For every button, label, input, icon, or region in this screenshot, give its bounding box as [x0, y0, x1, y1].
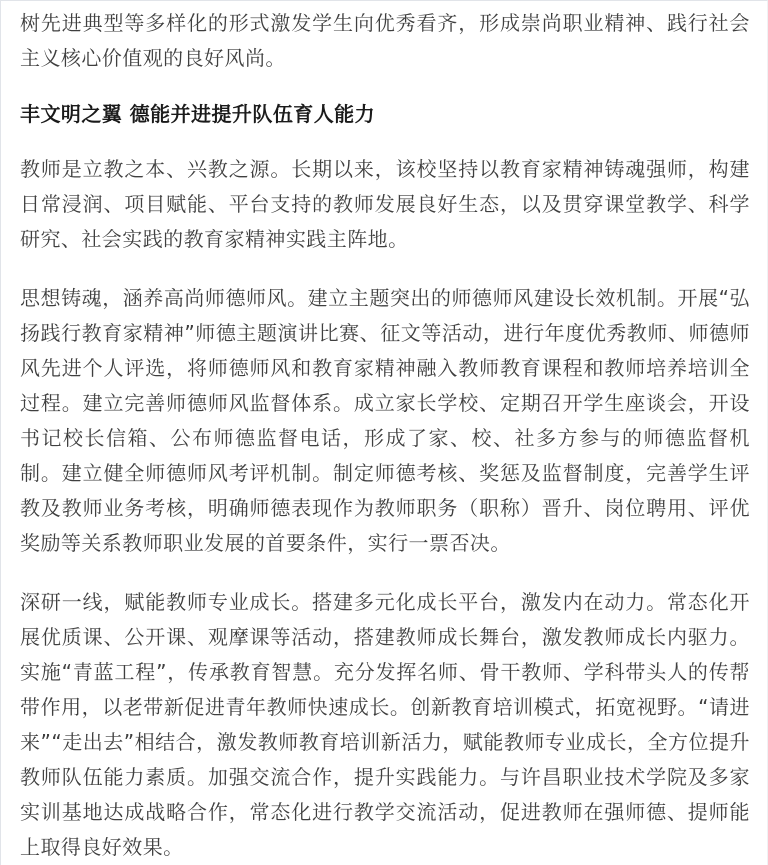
paragraph-teachers-foundation: 教师是立教之本、兴教之源。长期以来，该校坚持以教育家精神铸魂强师，构建日常浸润、项目赋能、平台支持的教师发展良好生态，以及贯穿课堂教学、科学研究、社会实践的教育家精神实践主阵地。 — [20, 157, 750, 251]
paragraph-professional-growth: 深研一线，赋能教师专业成长。搭建多元化成长平台，激发内在动力。常态化开展优质课、公开课、观摩课等活动，搭建教师成长舞台，激发教师成长内驱力。实施“青蓝工程”，传承教育智慧。充分发挥名师、骨干教师、学科带头人的传帮带作用，以老带新促进青年教师快速成长。创新教育培训模式，拓宽视野。“请进来”“走出去”相结合，激发教师教育培训新活力，赋能教师专业成长，全方位提升教师队伍能力素质。加强交流合作，提升实践能力。与许昌职业技术学院及多家实训基地达成战略合作，常态化进行教学交流活动，促进教师在强师德、提师能上取得良好效果。 — [20, 590, 750, 859]
intro-paragraph: 树先进典型等多样化的形式激发学生向优秀看齐，形成崇尚职业精神、践行社会主义核心价值观的良好风尚。 — [20, 11, 750, 70]
paragraph-ethics-mechanism: 思想铸魂，涵养高尚师德师风。建立主题突出的师德师风建设长效机制。开展“弘扬践行教育家精神”师德主题演讲比赛、征文等活动，进行年度优秀教师、师德师风先进个人评选，将师德师风和教育家精神融入教师教育课程和教师培养培训全过程。建立完善师德师风监督体系。成立家长学校、定期召开学生座谈会，开设书记校长信箱、公布师德监督电话，形成了家、校、社多方参与的师德监督机制。建立健全师德师风考评机制。制定师德考核、奖惩及监督制度，完善学生评教及教师业务考核，明确师德表现作为教师职务（职称）晋升、岗位聘用、评优奖励等关系教师职业发展的首要条件，实行一票否决。 — [20, 286, 750, 555]
section-heading: 丰文明之翼 德能并进提升队伍育人能力 — [20, 102, 376, 126]
